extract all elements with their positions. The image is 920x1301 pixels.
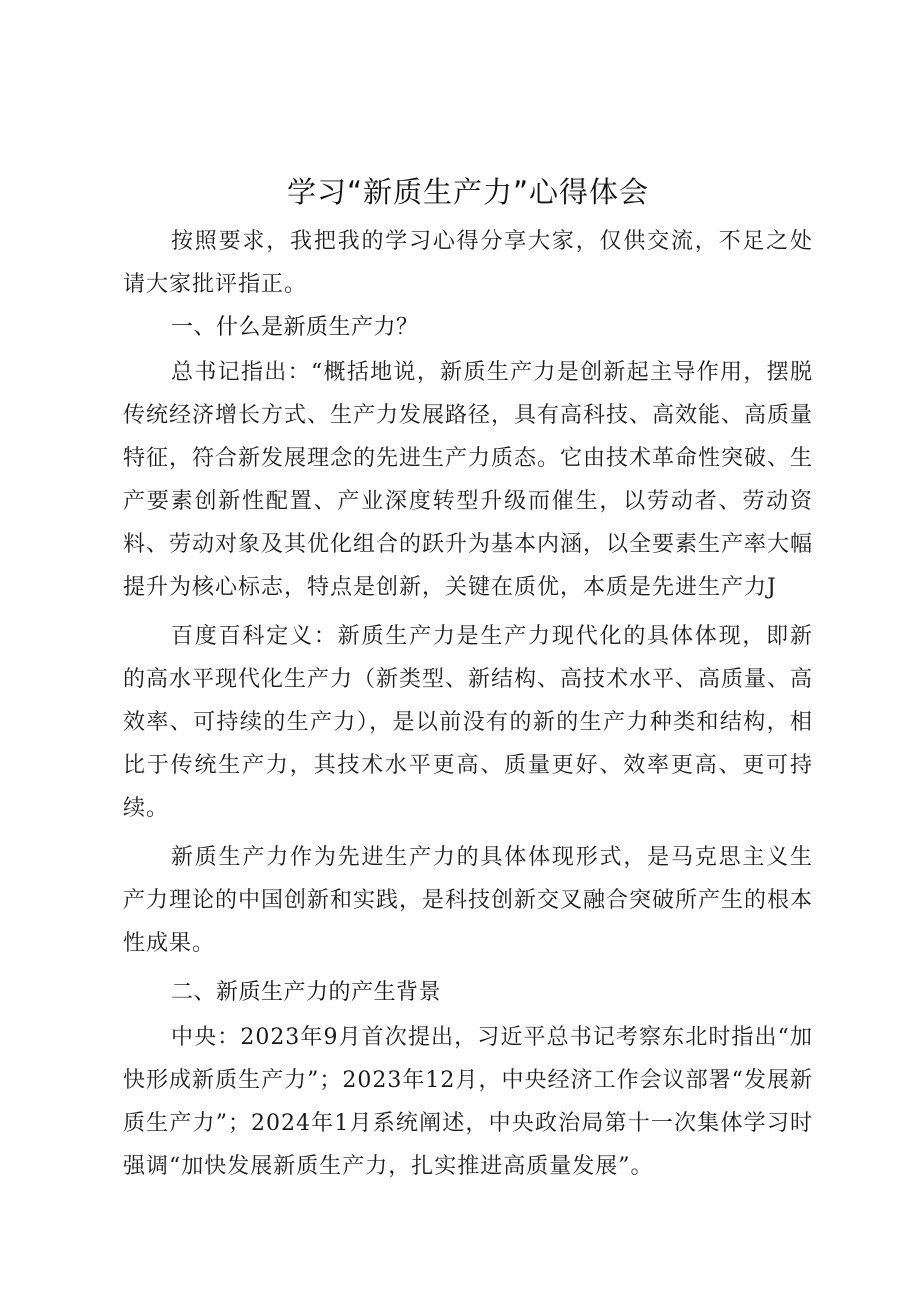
section-1-paragraph-2: 百度百科定义：新质生产力是生产力现代化的具体体现，即新的高水平现代化生产力（新类型、新结构、高技术水平、高质量、高效率、可持续的生产力），是以前没有的新的生产力种类和结构，相比于传统生产力，其技术水平更高、质量更好、效率更高、更可持续。 — [123, 624, 814, 821]
section-1-paragraph-1: 总书记指出：“概括地说，新质生产力是创新起主导作用，摆脱传统经济增长方式、生产力发展路径，具有高科技、高效能、高质量特征，符合新发展理念的先进生产力质态。它由技术革命性突破、生产要素创新性配置、产业深度转型升级而催生，以劳动者、劳动资料、劳动对象及其优化组合的跃升为基本内涵，以全要素生产率大幅提升为核心标志，特点是创新，关键在质优，本质是先进生产力J — [123, 360, 814, 600]
intro-paragraph: 按照要求，我把我的学习心得分享大家，仅供交流，不足之处请大家批评指正。 — [123, 229, 813, 297]
document-page — [123, 172, 813, 1188]
section-2-paragraph-1: 中央：2023年9月首次提出，习近平总书记考察东北时指出“加快形成新质生产力”；2023年12月，中央经济工作会议部署“发展新质生产力”；2024年1月系统阐述，中央政治局第十一次集体学习时强调“加快发展新质生产力，扎实推进高质量发展”。 — [123, 1025, 813, 1179]
section-1-heading: 一、什么是新质生产力？ — [171, 315, 419, 340]
section-2-heading: 二、新质生产力的产生背景 — [171, 980, 442, 1005]
section-1-paragraph-3: 新质生产力作为先进生产力的具体体现形式，是马克思主义生产力理论的中国创新和实践，是科技创新交叉融合突破所产生的根本性成果。 — [123, 845, 814, 956]
document-title: 学习“新质生产力”心得体会 — [286, 175, 650, 209]
